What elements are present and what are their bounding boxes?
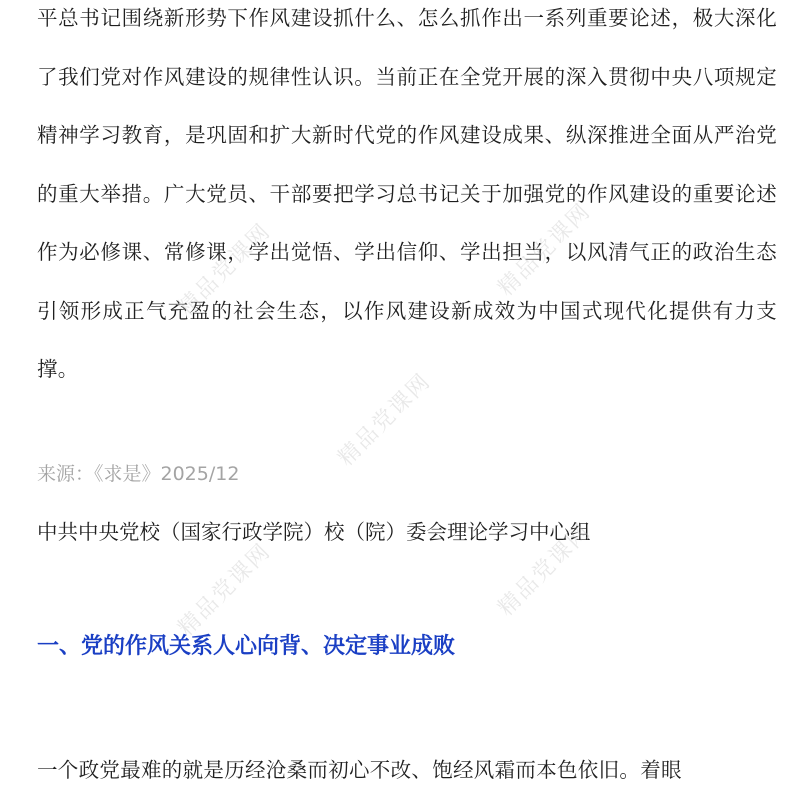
article-source: 来源：《求是》2025/12 [37, 463, 240, 485]
body-paragraph: 一个政党最难的就是历经沧桑而初心不改、饱经风霜而本色依旧。着眼 [37, 758, 682, 782]
watermark: 精品党课网 [493, 518, 597, 622]
watermark: 精品党课网 [173, 218, 277, 322]
article-author: 中共中央党校（国家行政学院）校（院）委会理论学习中心组 [37, 520, 591, 544]
watermark: 精品党课网 [493, 198, 597, 302]
intro-paragraph: 平总书记围绕新形势下作风建设抓什么、怎么抓作出一系列重要论述，极大深化了我们党对作风建设的规律性认识。当前正在全党开展的深入贯彻中央八项规定精神学习教育，是巩固和扩大新时代党的作风建设成果、纵深推进全面从严治党的重大举措。广大党员、干部要把学习总书记关于加强党的作风建设的重要论述作为必修课、常修课，学出觉悟、学出信仰、学出担当，以风清气正的政治生态引领形成正气充盈的社会生态，以作风建设新成效为中国式现代化提供有力支撑。 [37, 6, 777, 381]
section-heading: 一、党的作风关系人心向背、决定事业成败 [37, 634, 456, 659]
watermark: 精品党课网 [173, 538, 277, 642]
watermark: 精品党课网 [333, 368, 437, 472]
